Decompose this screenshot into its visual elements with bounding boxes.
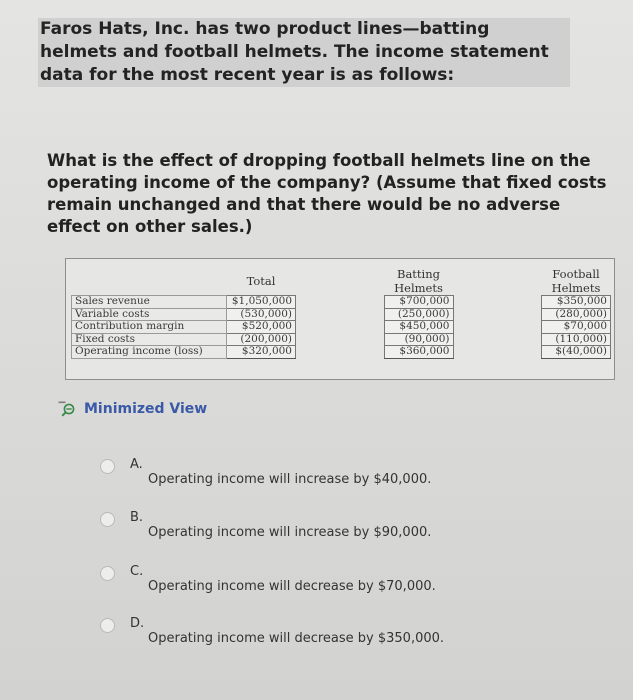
cell-total: $320,000 [227,346,296,359]
cell-batting: $360,000 [384,346,453,359]
option-letter: A. [130,457,143,472]
option-d[interactable] [100,618,520,658]
table-row [72,333,611,346]
option-text: Operating income will decrease by $350,000. [148,631,445,646]
cell-batting: $450,000 [384,321,453,334]
minimized-view-button[interactable] [58,401,207,417]
option-letter: B. [130,510,144,525]
table-row [72,308,611,321]
option-text: Operating income will decrease by $70,000. [148,579,436,594]
cell-football: (110,000) [542,333,611,346]
table-row [72,321,611,334]
cell-batting: (250,000) [384,308,453,321]
problem-intro: Faros Hats, Inc. has two product lines—batting helmets and football helmets. The income statement data for the most recent year is as follows: [38,18,570,87]
header-total: Total [246,274,276,288]
row-label: Contribution margin [72,321,227,334]
option-c-radio[interactable] [100,566,115,581]
option-b[interactable] [100,512,520,552]
cell-batting: (90,000) [384,333,453,346]
cell-total: $520,000 [227,321,296,334]
income-statement-table [65,258,615,380]
option-letter: C. [130,564,144,579]
cell-batting: $700,000 [384,296,453,309]
option-c[interactable] [100,566,520,606]
minimized-view-label: Minimized View [84,401,208,417]
header-football-helmets: Football Helmets [551,267,601,295]
option-d-radio[interactable] [100,618,115,633]
option-text: Operating income will increase by $40,000. [148,472,432,487]
cell-football: $70,000 [542,321,611,334]
cell-total: (530,000) [227,308,296,321]
cell-football: (280,000) [542,308,611,321]
zoom-icon [58,401,78,417]
option-b-radio[interactable] [100,512,115,527]
row-label: Fixed costs [72,333,227,346]
financial-table [71,263,611,359]
table-row [72,296,611,309]
option-a[interactable] [100,459,520,499]
row-label: Sales revenue [72,296,227,309]
table-header-row [72,263,611,296]
option-letter: D. [130,616,145,631]
header-batting-helmets: Batting Helmets [394,267,443,295]
option-text: Operating income will increase by $90,000. [148,525,432,540]
cell-total: $1,050,000 [227,296,296,309]
cell-football: $(40,000) [542,346,611,359]
row-label: Variable costs [72,308,227,321]
option-a-radio[interactable] [100,459,115,474]
question-text: What is the effect of dropping football helmets line on the operating income of the company? (Assume that fixed costs remain unchanged and that there would be no adverse effect on other sales.) [47,151,607,236]
cell-total: (200,000) [227,333,296,346]
row-label: Operating income (loss) [72,346,227,359]
table-row [72,346,611,359]
cell-football: $350,000 [542,296,611,309]
